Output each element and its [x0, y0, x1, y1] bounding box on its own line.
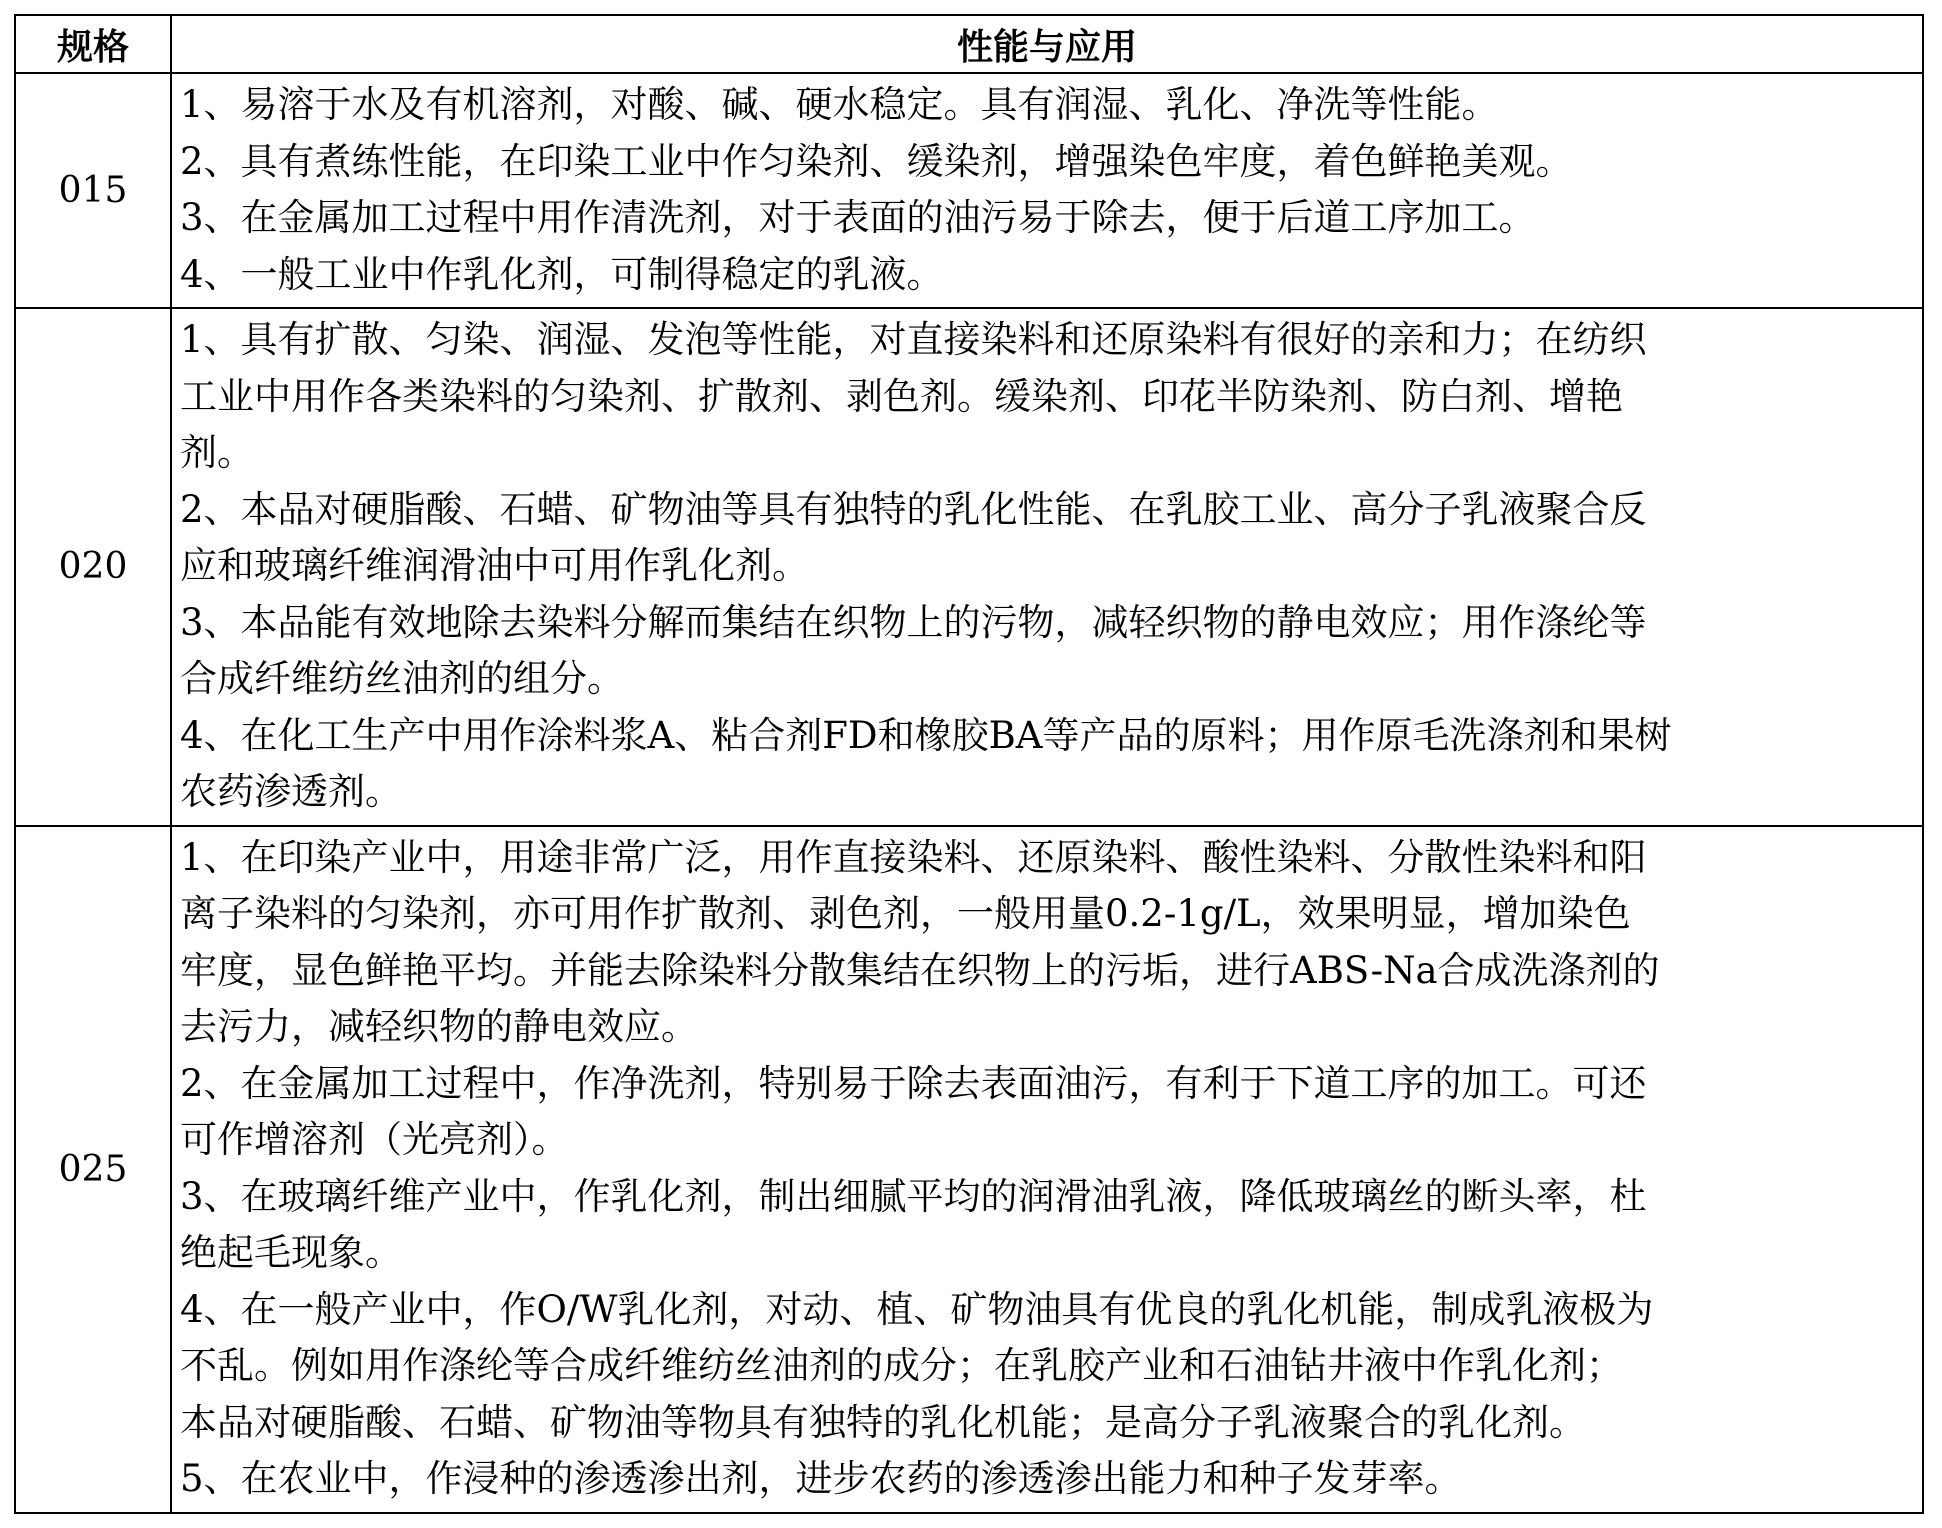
spec-table: [14, 14, 1924, 1514]
spec-cell-015: 015: [15, 73, 171, 308]
desc-line: 工业中用作各类染料的匀染剂、扩散剂、剥色剂。缓染剂、印花半防染剂、防白剂、增艳: [180, 374, 1623, 418]
desc-line: 合成纤维纺丝油剂的组分。: [180, 657, 624, 700]
desc-line: 本品对硬脂酸、石蜡、矿物油等物具有独特的乳化机能；是高分子乳液聚合的乳化剂。: [180, 1400, 1586, 1444]
desc-line: 4、在化工生产中用作涂料浆A、粘合剂FD和橡胶BA等产品的原料；用作原毛洗涤剂和果树: [180, 713, 1672, 757]
desc-line: 牢度，显色鲜艳平均。并能去除染料分散集结在织物上的污垢，进行ABS-Na合成洗涤剂的: [180, 948, 1660, 992]
desc-line: 3、本品能有效地除去染料分解而集结在织物上的污物，减轻织物的静电效应；用作涤纶等: [180, 600, 1647, 644]
header-spec: 规格: [15, 15, 171, 73]
desc-line: 剂。: [180, 431, 254, 474]
desc-line: 2、本品对硬脂酸、石蜡、矿物油等具有独特的乳化性能、在乳胶工业、高分子乳液聚合反: [180, 487, 1647, 531]
desc-line: 2、具有煮练性能，在印染工业中作匀染剂、缓染剂，增强染色牢度，着色鲜艳美观。: [180, 139, 1573, 183]
table-row-025: [15, 826, 1923, 1513]
desc-line: 去污力，减轻织物的静电效应。: [180, 1005, 698, 1048]
desc-line: 5、在农业中，作浸种的渗透渗出剂，进步农药的渗透渗出能力和种子发芽率。: [180, 1457, 1462, 1500]
header-performance: 性能与应用: [171, 15, 1923, 73]
desc-line: 绝起毛现象。: [180, 1231, 402, 1274]
desc-line: 不乱。例如用作涤纶等合成纤维纺丝油剂的成分；在乳胶产业和石油钻井液中作乳化剂；: [180, 1344, 1623, 1387]
desc-line: 3、在金属加工过程中用作清洗剂，对于表面的油污易于除去，便于后道工序加工。: [180, 196, 1536, 239]
desc-line: 3、在玻璃纤维产业中，作乳化剂，制出细腻平均的润滑油乳液，降低玻璃丝的断头率，杜: [180, 1174, 1647, 1218]
desc-line: 1、具有扩散、匀染、润湿、发泡等性能，对直接染料和还原染料有很好的亲和力；在纺织: [180, 318, 1647, 361]
desc-line: 应和玻璃纤维润滑油中可用作乳化剂。: [180, 544, 809, 587]
table-row-015: [15, 73, 1923, 308]
header-row: [15, 15, 1923, 73]
desc-line: 4、一般工业中作乳化剂，可制得稳定的乳液。: [180, 252, 944, 296]
desc-cell-020: [171, 308, 1923, 826]
desc-line: 2、在金属加工过程中，作净洗剂，特别易于除去表面油污，有利于下道工序的加工。可还: [180, 1061, 1647, 1105]
desc-line: 可作增溶剂（光亮剂）。: [180, 1118, 569, 1161]
spec-cell-020: 020: [15, 308, 171, 826]
spec-cell-025: 025: [15, 826, 171, 1513]
desc-line: 离子染料的匀染剂，亦可用作扩散剂、剥色剂，一般用量0.2-1g/L，效果明显，增加染色: [180, 892, 1631, 935]
desc-line: 4、在一般产业中，作O/W乳化剂，对动、植、矿物油具有优良的乳化机能，制成乳液极为: [180, 1287, 1654, 1331]
desc-cell-025: [171, 826, 1923, 1513]
desc-line: 1、易溶于水及有机溶剂，对酸、碱、硬水稳定。具有润湿、乳化、净洗等性能。: [180, 83, 1499, 126]
table-row-020: [15, 308, 1923, 826]
desc-line: 1、在印染产业中，用途非常广泛，用作直接染料、还原染料、酸性染料、分散性染料和阳: [180, 835, 1647, 879]
desc-line: 农药渗透剂。: [180, 770, 402, 813]
desc-cell-015: [171, 73, 1923, 308]
